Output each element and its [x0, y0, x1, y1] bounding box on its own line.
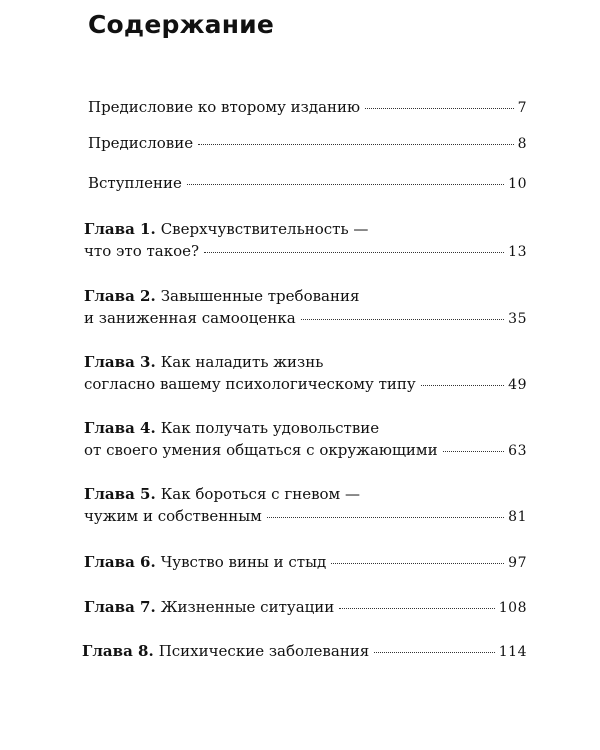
chapter-label: Глава 7.	[84, 598, 156, 616]
page-number: 49	[508, 377, 527, 393]
page-number: 81	[508, 509, 527, 525]
page-number: 114	[498, 644, 527, 660]
dot-leader	[339, 608, 494, 609]
toc-line	[84, 551, 527, 574]
toc-entry-chapter-3	[84, 351, 527, 396]
entry-title-cont: от своего умения общаться с окружающими	[84, 441, 438, 459]
chapter-label: Глава 8.	[82, 642, 154, 660]
toc-entry-chapter-2	[84, 285, 527, 330]
dot-leader	[198, 144, 514, 145]
dot-leader	[421, 385, 504, 386]
page-number: 13	[508, 244, 527, 260]
dot-leader	[301, 319, 505, 320]
toc-entry-foreword-2nd	[88, 96, 527, 119]
dot-leader	[204, 252, 504, 253]
page-number: 108	[498, 600, 527, 616]
toc-line	[84, 240, 527, 263]
chapter-label: Глава 2.	[84, 287, 156, 305]
dot-leader	[187, 184, 504, 185]
toc-line	[84, 483, 527, 505]
entry-title: Как наладить жизнь	[160, 353, 324, 371]
entry-title: Жизненные ситуации	[160, 598, 335, 616]
toc-entry-foreword	[88, 132, 527, 155]
dot-leader	[267, 517, 504, 518]
toc-entry-chapter-8	[82, 640, 527, 663]
toc-line	[84, 307, 527, 330]
toc-line	[84, 439, 527, 462]
dot-leader	[331, 563, 504, 564]
toc-line	[84, 218, 527, 240]
toc-entry-chapter-1	[84, 218, 527, 263]
toc-line	[82, 640, 527, 663]
dot-leader	[374, 652, 494, 653]
toc-line	[84, 285, 527, 307]
toc-entry-chapter-5	[84, 483, 527, 528]
toc-entry-chapter-6	[84, 551, 527, 574]
chapter-label: Глава 4.	[84, 419, 156, 437]
toc-line	[84, 596, 527, 619]
toc-title: Содержание	[88, 10, 275, 39]
chapter-label: Глава 3.	[84, 353, 156, 371]
dot-leader	[365, 108, 513, 109]
page-number: 35	[508, 311, 527, 327]
toc-line	[84, 373, 527, 396]
page-number: 10	[508, 176, 527, 192]
entry-title: Чувство вины и стыд	[160, 553, 327, 571]
entry-title: Сверхчувствительность —	[160, 220, 369, 238]
dot-leader	[443, 451, 505, 452]
toc-line	[84, 351, 527, 373]
chapter-label: Глава 6.	[84, 553, 156, 571]
entry-title-cont: чужим и собственным	[84, 507, 262, 525]
toc-entry-introduction	[88, 172, 527, 195]
entry-title: Предисловие ко второму изданию	[88, 98, 361, 116]
page-number: 7	[517, 100, 527, 116]
entry-title-cont: что это такое?	[84, 242, 200, 260]
entry-title-cont: согласно вашему психологическому типу	[84, 375, 416, 393]
toc-entry-chapter-7	[84, 596, 527, 619]
entry-title: Как бороться с гневом —	[160, 485, 360, 503]
toc-line	[88, 96, 527, 119]
entry-title: Предисловие	[88, 134, 194, 152]
entry-title: Как получать удовольствие	[160, 419, 380, 437]
entry-title: Психические заболевания	[158, 642, 370, 660]
toc-line	[88, 132, 527, 155]
toc-line	[84, 505, 527, 528]
chapter-label: Глава 1.	[84, 220, 156, 238]
chapter-label: Глава 5.	[84, 485, 156, 503]
entry-title-cont: и заниженная самооценка	[84, 309, 296, 327]
page-number: 97	[508, 555, 527, 571]
page-number: 8	[517, 136, 527, 152]
toc-entry-chapter-4	[84, 417, 527, 462]
page-number: 63	[508, 443, 527, 459]
toc-line	[84, 417, 527, 439]
entry-title: Завышенные требования	[160, 287, 360, 305]
entry-title: Вступление	[88, 174, 182, 192]
toc-line	[88, 172, 527, 195]
